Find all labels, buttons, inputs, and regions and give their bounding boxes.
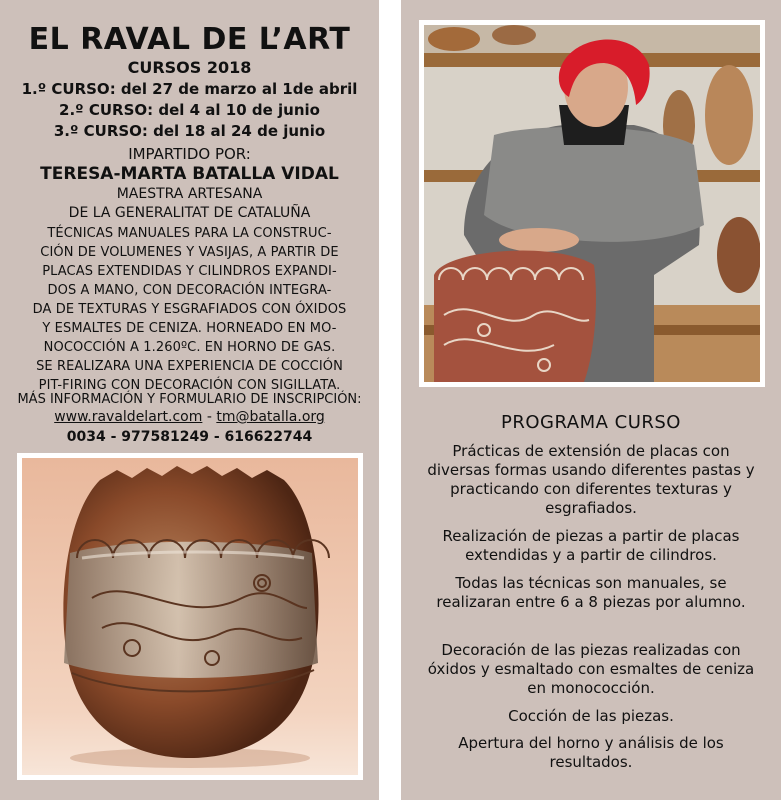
subtitle: CURSOS 2018 xyxy=(127,58,252,77)
program-item: Todas las técnicas son manuales, se realizaran entre 6 a 8 piezas por alumno. xyxy=(436,574,746,611)
teacher-name: TERESA-MARTA BATALLA VIDAL xyxy=(40,164,339,184)
potter-photo-frame xyxy=(419,20,765,387)
link-separator: - xyxy=(206,409,212,425)
page-title: EL RAVAL DE L’ART xyxy=(28,22,351,57)
description-line: DA DE TEXTURAS Y ESGRAFIADOS CON ÓXIDOS xyxy=(32,302,347,317)
program-item: Apertura del horno y análisis de los resultados. xyxy=(458,734,724,771)
vase-photo-frame xyxy=(17,453,363,780)
potter-photo xyxy=(424,25,760,382)
program-item: Realización de piezas a partir de placas extendidas y a partir de cilindros. xyxy=(442,527,740,564)
fold-gap xyxy=(379,0,401,800)
description-line: TÉCNICAS MANUALES PARA LA CONSTRUC- xyxy=(47,226,332,241)
program-title: PROGRAMA CURSO xyxy=(501,412,681,433)
description-line: NOCOCCIÓN A 1.260ºC. EN HORNO DE GAS. xyxy=(43,340,336,355)
program-item: Prácticas de extensión de placas con diversas formas usando diferentes pastas y practicando con diferentes texturas y esgrafiados. xyxy=(427,442,755,517)
vase-photo xyxy=(22,458,358,775)
imparted-by-label: IMPARTIDO POR: xyxy=(128,145,251,163)
course-1: 1.º CURSO: del 27 de marzo al 1de abril xyxy=(21,80,358,98)
phone-numbers: 0034 - 977581249 - 616622744 xyxy=(66,429,313,445)
info-label: MÁS INFORMACIÓN Y FORMULARIO DE INSCRIPCIÓN: xyxy=(17,392,362,407)
description-line: SE REALIZARA UNA EXPERIENCIA DE COCCIÓN xyxy=(36,359,343,374)
teacher-role-line: MAESTRA ARTESANA xyxy=(116,186,263,202)
description-line: DOS A MANO, CON DECORACIÓN INTEGRA- xyxy=(47,283,332,298)
program-item: Decoración de las piezas realizadas con óxidos y esmaltado con esmaltes de ceniza en monococción. xyxy=(427,641,755,697)
course-2: 2.º CURSO: del 4 al 10 de junio xyxy=(59,101,320,119)
description-line: Y ESMALTES DE CENIZA. HORNEADO EN MO- xyxy=(42,321,337,336)
contact-links xyxy=(0,409,379,425)
website-link[interactable]: www.ravaldelart.com xyxy=(54,409,203,425)
email-link[interactable]: tm@batalla.org xyxy=(216,409,325,425)
program-item: Cocción de las piezas. xyxy=(508,707,674,725)
description-line: CIÓN DE VOLUMENES Y VASIJAS, A PARTIR DE xyxy=(40,245,339,260)
description-line: PLACAS EXTENDIDAS Y CILINDROS EXPANDI- xyxy=(42,264,337,279)
teacher-role-line: DE LA GENERALITAT DE CATALUÑA xyxy=(68,205,311,221)
course-3: 3.º CURSO: del 18 al 24 de junio xyxy=(53,122,326,140)
description-line: PIT-FIRING CON DECORACIÓN CON SIGILLATA. xyxy=(38,378,341,393)
